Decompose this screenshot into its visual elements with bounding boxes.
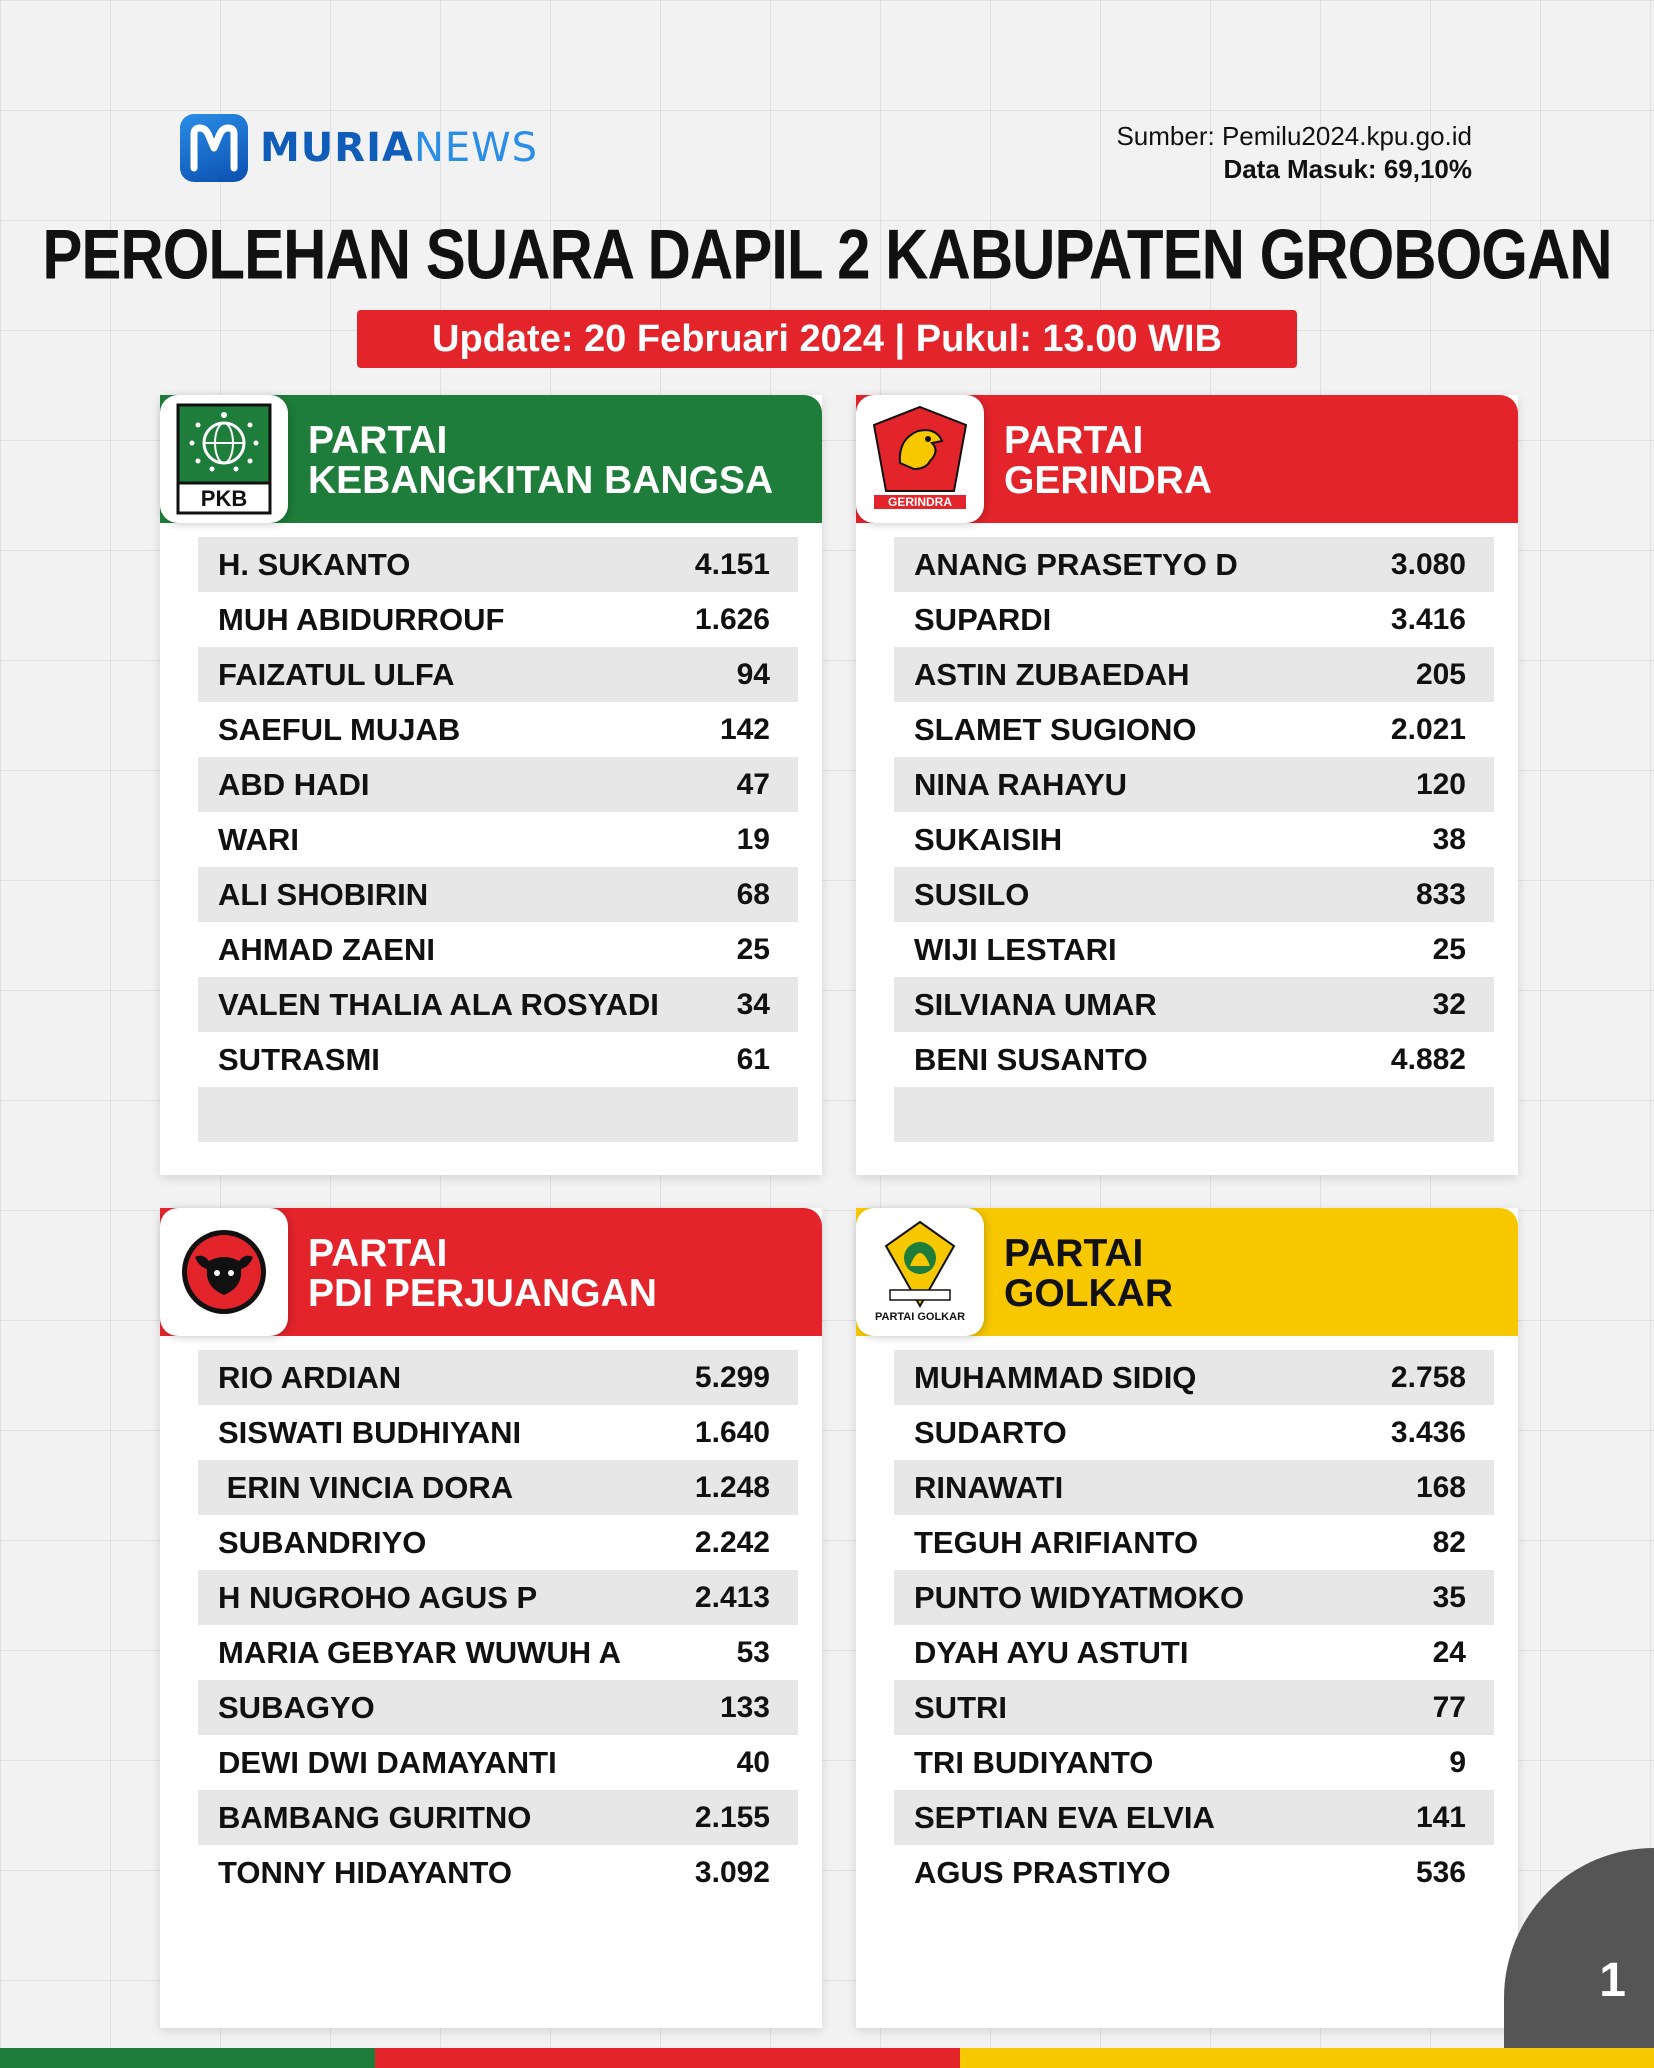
candidate-name: SISWATI BUDHIYANI — [218, 1414, 522, 1450]
table-row — [198, 812, 798, 867]
vote-count: 53 — [736, 1635, 770, 1669]
candidate-name: AGUS PRASTIYO — [914, 1854, 1171, 1890]
stripe-green — [0, 2048, 375, 2068]
candidate-name: DYAH AYU ASTUTI — [914, 1634, 1189, 1670]
candidate-name: SAEFUL MUJAB — [218, 711, 461, 747]
vote-count: 3.080 — [1390, 547, 1466, 581]
update-banner: Update: 20 Februari 2024 | Pukul: 13.00 WIB — [357, 310, 1297, 368]
candidate-name: SUBAGYO — [218, 1689, 375, 1725]
candidate-name: NINA RAHAYU — [914, 766, 1128, 802]
vote-count: 120 — [1415, 767, 1466, 801]
table-row — [894, 1515, 1494, 1570]
table-row — [894, 1790, 1494, 1845]
vote-count: 2.242 — [694, 1525, 770, 1559]
vote-count: 2.021 — [1390, 712, 1466, 746]
candidate-name: MUH ABIDURROUF — [218, 601, 505, 637]
table-row — [894, 1460, 1494, 1515]
color-stripe — [0, 2048, 1654, 2068]
candidate-name: BENI SUSANTO — [914, 1041, 1148, 1077]
page-title: PEROLEHAN SUARA DAPIL 2 KABUPATEN GROBOGAN — [42, 214, 1612, 295]
candidate-name: RINAWATI — [914, 1469, 1064, 1505]
vote-count: 2.413 — [694, 1580, 770, 1614]
candidate-name: SUDARTO — [914, 1414, 1067, 1450]
candidate-name: TEGUH ARIFIANTO — [914, 1524, 1199, 1560]
candidate-name: FAIZATUL ULFA — [218, 656, 455, 692]
vote-count: 141 — [1415, 1800, 1466, 1834]
empty-row — [894, 1087, 1494, 1142]
vote-count: 24 — [1432, 1635, 1466, 1669]
vote-count: 4.151 — [694, 547, 770, 581]
brand-name — [260, 125, 538, 171]
table-row — [198, 1625, 798, 1680]
table-row — [198, 1460, 798, 1515]
candidate-list-golkar — [894, 1350, 1494, 1900]
vote-count: 833 — [1415, 877, 1466, 911]
candidate-name: WIJI LESTARI — [914, 931, 1117, 967]
party-name-pkb — [308, 421, 773, 501]
party-name-line2: KEBANGKITAN BANGSA — [308, 459, 774, 502]
candidate-name: SILVIANA UMAR — [914, 986, 1157, 1022]
vote-count: 32 — [1432, 987, 1466, 1021]
table-row — [198, 1032, 798, 1087]
vote-count: 9 — [1449, 1745, 1466, 1779]
table-row — [894, 702, 1494, 757]
table-row — [894, 1845, 1494, 1900]
gerindra-logo-label: GERINDRA — [887, 495, 953, 509]
pdip-logo — [160, 1208, 288, 1336]
vote-count: 25 — [736, 932, 770, 966]
table-row — [894, 592, 1494, 647]
candidate-list-pdip — [198, 1350, 798, 1900]
party-name-line1: PARTAI — [1004, 1232, 1144, 1275]
table-row — [198, 1350, 798, 1405]
table-row — [894, 977, 1494, 1032]
table-row — [894, 1625, 1494, 1680]
candidate-name: ERIN VINCIA DORA — [218, 1469, 514, 1505]
party-header-pdip — [160, 1208, 822, 1336]
vote-count: 61 — [736, 1042, 770, 1076]
data-progress: Data Masuk: 69,10% — [1223, 154, 1472, 184]
vote-count: 3.092 — [694, 1855, 770, 1889]
candidate-list-pkb — [198, 537, 798, 1142]
muria-news-logo — [180, 112, 538, 184]
party-name-line2: PDI PERJUANGAN — [308, 1272, 657, 1315]
vote-count: 1.248 — [694, 1470, 770, 1504]
table-row — [198, 1515, 798, 1570]
vote-count: 1.626 — [694, 602, 770, 636]
vote-count: 94 — [736, 657, 770, 691]
table-row — [198, 647, 798, 702]
party-name-line1: PARTAI — [308, 419, 448, 462]
table-row — [198, 922, 798, 977]
vote-count: 168 — [1415, 1470, 1466, 1504]
candidate-name: BAMBANG GURITNO — [218, 1799, 532, 1835]
candidate-list-gerindra — [894, 537, 1494, 1142]
candidate-name: H. SUKANTO — [218, 546, 411, 582]
vote-count: 1.640 — [694, 1415, 770, 1449]
vote-count: 205 — [1415, 657, 1466, 691]
vote-count: 2.155 — [694, 1800, 770, 1834]
vote-count: 133 — [719, 1690, 770, 1724]
candidate-name: SUBANDRIYO — [218, 1524, 427, 1560]
candidate-name: SUPARDI — [914, 601, 1052, 637]
vote-count: 25 — [1432, 932, 1466, 966]
vote-count: 3.436 — [1390, 1415, 1466, 1449]
party-header-golkar — [856, 1208, 1518, 1336]
vote-count: 40 — [736, 1745, 770, 1779]
table-row — [198, 592, 798, 647]
candidate-name: SLAMET SUGIONO — [914, 711, 1197, 747]
brand-name-bold: MURIA — [260, 125, 414, 171]
table-row — [198, 537, 798, 592]
table-row — [894, 1570, 1494, 1625]
party-name-line1: PARTAI — [1004, 419, 1144, 462]
source-info — [1116, 120, 1472, 186]
vote-count: 2.758 — [1390, 1360, 1466, 1394]
candidate-name: ASTIN ZUBAEDAH — [914, 656, 1190, 692]
vote-count: 536 — [1415, 1855, 1466, 1889]
table-row — [198, 1790, 798, 1845]
candidate-name: MARIA GEBYAR WUWUH A — [218, 1634, 621, 1670]
brand-name-light: NEWS — [413, 125, 539, 171]
vote-count: 142 — [719, 712, 770, 746]
table-row — [198, 1845, 798, 1900]
table-row — [198, 977, 798, 1032]
candidate-name: VALEN THALIA ALA ROSYADI — [218, 986, 659, 1022]
party-header-gerindra — [856, 395, 1518, 523]
table-row — [894, 1032, 1494, 1087]
candidate-name: SUTRASMI — [218, 1041, 380, 1077]
party-name-golkar — [1004, 1234, 1173, 1314]
table-row — [198, 1405, 798, 1460]
table-row — [198, 702, 798, 757]
party-name-gerindra — [1004, 421, 1212, 501]
stripe-yellow — [960, 2048, 1654, 2068]
vote-count: 82 — [1432, 1525, 1466, 1559]
table-row — [894, 812, 1494, 867]
party-name-pdip — [308, 1234, 657, 1314]
table-row — [894, 867, 1494, 922]
table-row — [894, 537, 1494, 592]
table-row — [894, 1680, 1494, 1735]
candidate-name: ALI SHOBIRIN — [218, 876, 429, 912]
candidate-name: MUHAMMAD SIDIQ — [914, 1359, 1197, 1395]
vote-count: 77 — [1432, 1690, 1466, 1724]
golkar-logo — [856, 1208, 984, 1336]
party-card-pkb — [160, 395, 822, 1175]
candidate-name: ANANG PRASETYO D — [914, 546, 1238, 582]
candidate-name: ABD HADI — [218, 766, 370, 802]
page-corner — [1504, 1848, 1654, 2048]
vote-count: 4.882 — [1390, 1042, 1466, 1076]
candidate-name: SUKAISIH — [914, 821, 1063, 857]
table-row — [894, 647, 1494, 702]
vote-count: 68 — [736, 877, 770, 911]
candidate-name: SUSILO — [914, 876, 1030, 912]
party-card-pdip — [160, 1208, 822, 2028]
gerindra-logo — [856, 395, 984, 523]
party-name-line2: GOLKAR — [1004, 1272, 1173, 1315]
party-card-golkar — [856, 1208, 1518, 2028]
candidate-name: TRI BUDIYANTO — [914, 1744, 1154, 1780]
table-row — [198, 1570, 798, 1625]
table-row — [894, 1735, 1494, 1790]
table-row — [894, 1405, 1494, 1460]
vote-count: 38 — [1432, 822, 1466, 856]
candidate-name: SUTRI — [914, 1689, 1007, 1725]
source-line: Sumber: Pemilu2024.kpu.go.id — [1116, 121, 1472, 151]
vote-count: 19 — [736, 822, 770, 856]
empty-row — [198, 1087, 798, 1142]
table-row — [894, 1350, 1494, 1405]
vote-count: 3.416 — [1390, 602, 1466, 636]
pkb-logo — [160, 395, 288, 523]
table-row — [198, 1735, 798, 1790]
table-row — [894, 922, 1494, 977]
vote-count: 5.299 — [694, 1360, 770, 1394]
table-row — [198, 867, 798, 922]
golkar-logo-label: PARTAI GOLKAR — [874, 1311, 966, 1323]
vote-count: 35 — [1432, 1580, 1466, 1614]
party-header-pkb — [160, 395, 822, 523]
candidate-name: H NUGROHO AGUS P — [218, 1579, 538, 1615]
party-name-line2: GERINDRA — [1004, 459, 1213, 502]
table-row — [894, 757, 1494, 812]
candidate-name: AHMAD ZAENI — [218, 931, 435, 967]
table-row — [198, 757, 798, 812]
candidate-name: TONNY HIDAYANTO — [218, 1854, 513, 1890]
page-number: 1 — [1599, 1954, 1626, 2007]
vote-count: 34 — [736, 987, 770, 1021]
table-row — [198, 1680, 798, 1735]
candidate-name: PUNTO WIDYATMOKO — [914, 1579, 1245, 1615]
party-name-line1: PARTAI — [308, 1232, 448, 1275]
vote-count: 47 — [736, 767, 770, 801]
muria-m-icon — [180, 114, 248, 182]
pkb-logo-label: PKB — [200, 486, 248, 511]
candidate-name: WARI — [218, 821, 299, 857]
candidate-name: SEPTIAN EVA ELVIA — [914, 1799, 1215, 1835]
party-card-gerindra — [856, 395, 1518, 1175]
candidate-name: DEWI DWI DAMAYANTI — [218, 1744, 557, 1780]
candidate-name: RIO ARDIAN — [218, 1359, 402, 1395]
stripe-red — [375, 2048, 960, 2068]
